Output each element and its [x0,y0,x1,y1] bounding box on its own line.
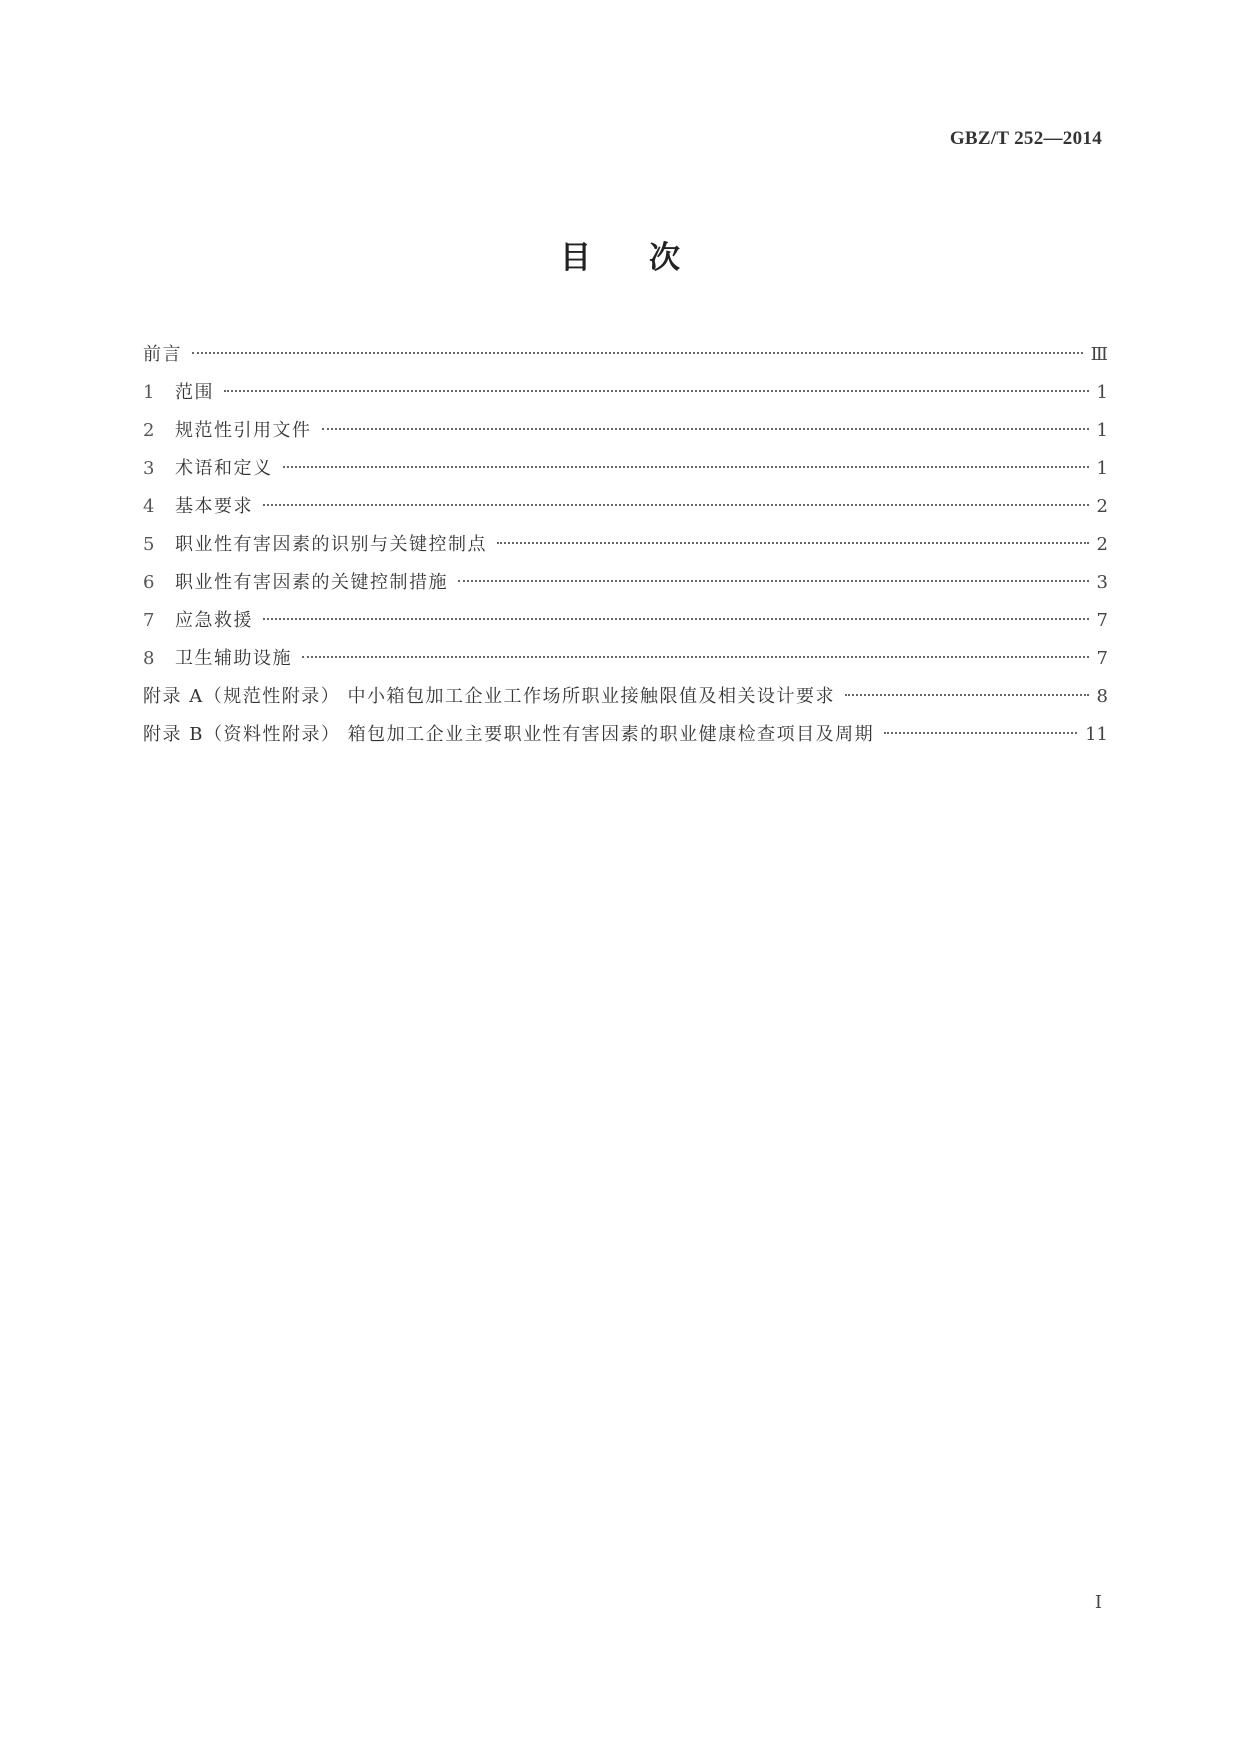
toc-entry-number: 5 [143,534,155,555]
dot-leader [263,618,1089,620]
toc-entry-number: 3 [143,458,155,479]
toc-entry-page: 11 [1085,724,1108,745]
toc-entry-number: 1 [143,382,155,403]
dot-leader [263,504,1089,506]
toc-title [0,232,1240,277]
page-number: I [1094,1592,1102,1613]
toc-entry-scope[interactable] [143,374,1108,412]
dot-leader [224,390,1089,392]
toc-entry-page: 1 [1096,458,1108,479]
toc-entry-page: 1 [1096,420,1108,441]
toc-entry-page: 7 [1096,610,1108,631]
dot-leader [192,352,1083,354]
toc-entry-page: 8 [1096,686,1108,707]
toc-entry-label: 附录 B（资料性附录） 箱包加工企业主要职业性有害因素的职业健康检查项目及周期 [143,724,875,745]
toc-entry-hazard-identification[interactable] [143,526,1108,564]
toc-entry-emergency-rescue[interactable] [143,602,1108,640]
toc-entry-page: 3 [1096,572,1108,593]
toc-entry-control-measures[interactable] [143,564,1108,602]
toc-entry-number: 8 [143,648,155,669]
toc-entry-terms[interactable] [143,450,1108,488]
toc-entry-sanitary-facilities[interactable] [143,640,1108,678]
dot-leader [497,542,1089,544]
toc-entry-number: 6 [143,572,155,593]
toc-entry-page: 2 [1096,534,1108,555]
toc-entry-label: 规范性引用文件 [175,420,312,441]
toc-entry-label: 基本要求 [175,496,253,517]
toc-entry-annex-b[interactable] [143,716,1108,754]
toc-title-char-2: 次 [649,240,680,276]
toc-entry-page: 1 [1096,382,1108,403]
toc-entry-label: 应急救援 [175,610,253,631]
toc-entry-label: 职业性有害因素的关键控制措施 [175,572,448,593]
toc-entry-annex-a[interactable] [143,678,1108,716]
toc-entry-number: 7 [143,610,155,631]
dot-leader [458,580,1089,582]
toc-entry-label: 职业性有害因素的识别与关键控制点 [175,534,487,555]
dot-leader [845,694,1089,696]
toc-entry-basic-requirements[interactable] [143,488,1108,526]
dot-leader [884,732,1077,734]
dot-leader [302,656,1089,658]
toc-entry-number: 2 [143,420,155,441]
toc-entry-label: 卫生辅助设施 [175,648,292,669]
toc-entry-page: 7 [1096,648,1108,669]
toc-entry-label: 前言 [143,344,182,365]
table-of-contents [143,336,1108,754]
toc-entry-normative-references[interactable] [143,412,1108,450]
standard-code: GBZ/T 252—2014 [949,128,1102,149]
toc-entry-foreword[interactable] [143,336,1108,374]
toc-entry-label: 范围 [175,382,214,403]
toc-entry-label: 附录 A（规范性附录） 中小箱包加工企业工作场所职业接触限值及相关设计要求 [143,686,835,707]
dot-leader [283,466,1089,468]
dot-leader [322,428,1089,430]
toc-entry-page: Ⅲ [1090,344,1108,365]
toc-entry-page: 2 [1096,496,1108,517]
toc-entry-number: 4 [143,496,155,517]
toc-entry-label: 术语和定义 [175,458,273,479]
toc-title-char-1: 目 [560,240,591,276]
